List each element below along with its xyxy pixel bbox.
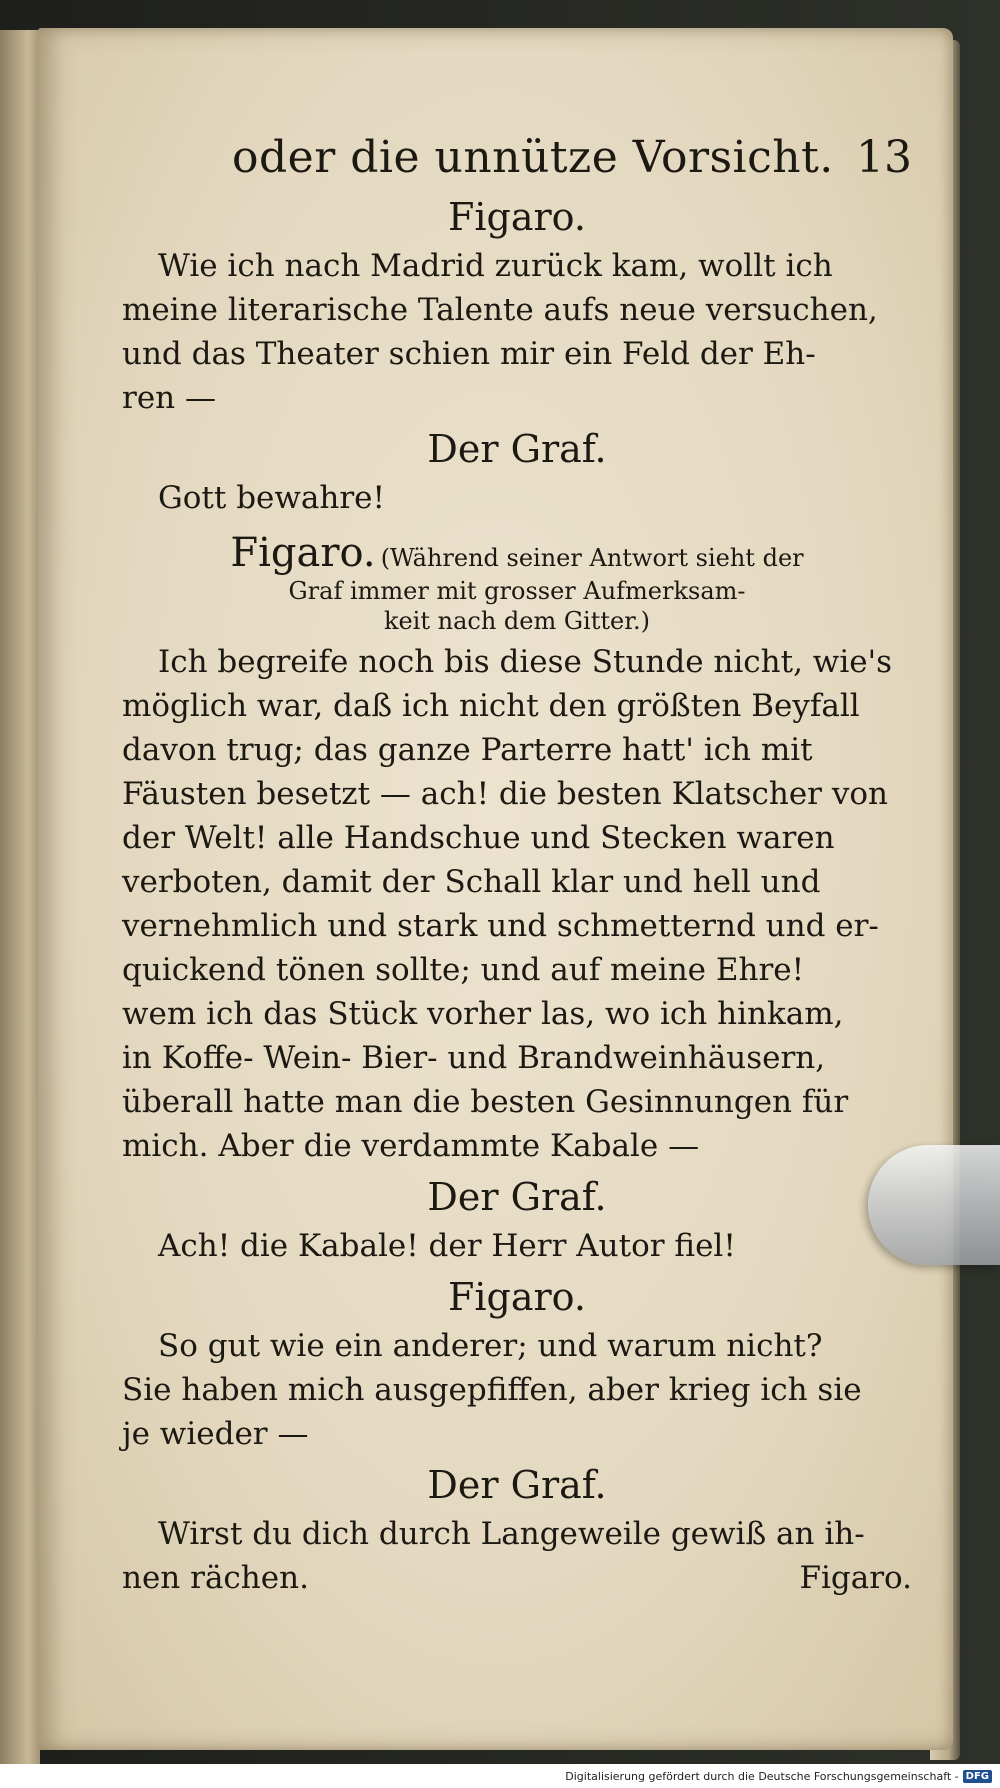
text-line: ren — (122, 380, 216, 416)
speaker-heading: Der Graf. (427, 1463, 607, 1507)
text-line: Wie ich nach Madrid zurück kam, wollt ich (158, 248, 833, 284)
speech-text (122, 640, 912, 1168)
text-line: mich. Aber die verdammte Kabale — (122, 1128, 700, 1164)
speech-text (122, 1512, 912, 1556)
speaker-heading: Der Graf. (427, 427, 607, 471)
speaker-heading: Figaro. (448, 195, 586, 239)
stage-direction-line: (Während seiner Antwort sieht der (380, 544, 804, 572)
text-line: möglich war, daß ich nicht den größten Beyfall (122, 688, 860, 724)
speech-text (122, 1224, 912, 1268)
stage-direction-line: Graf immer mit grosser Aufmerksam- (288, 577, 746, 605)
digitization-footer (0, 1764, 1000, 1788)
text-line: in Koffe- Wein- Bier- und Brandweinhäusern, (122, 1040, 826, 1076)
page-text (122, 128, 912, 1600)
text-line: Ich begreife noch bis diese Stunde nicht, wie's (158, 644, 893, 680)
text-line: quickend tönen sollte; und auf meine Ehre! (122, 952, 805, 988)
text-line: nen rächen. (122, 1560, 309, 1596)
text-line: davon trug; das ganze Parterre hatt' ich mit (122, 732, 813, 768)
text-line: Wirst du dich durch Langeweile gewiß an ih- (158, 1516, 865, 1552)
speaker-heading: Figaro. (448, 1275, 586, 1319)
catchword: Figaro. (799, 1560, 912, 1596)
stage-direction-line: keit nach dem Gitter.) (383, 607, 651, 635)
text-line: Sie haben mich ausgepfiffen, aber krieg ich sie (122, 1372, 862, 1408)
text-line: meine literarische Talente aufs neue versuchen, (122, 292, 878, 328)
text-line: Gott bewahre! (158, 480, 385, 516)
dfg-logo: DFG (963, 1770, 992, 1783)
speaker-heading: Der Graf. (427, 1175, 607, 1219)
text-line: wem ich das Stück vorher las, wo ich hinkam, (122, 996, 844, 1032)
running-title: oder die unnütze Vorsicht. (232, 132, 834, 183)
speech-text (122, 244, 912, 420)
text-line: überall hatte man die besten Gesinnungen für (122, 1084, 849, 1120)
facing-page-edge (0, 30, 40, 1770)
text-line: So gut wie ein anderer; und warum nicht? (158, 1328, 823, 1364)
text-line: Fäusten besetzt — ach! die besten Klatscher von (122, 776, 888, 812)
text-line: vernehmlich und stark und schmetternd und er- (122, 908, 879, 944)
speech-text (122, 476, 912, 520)
speaker-with-stage-direction (122, 530, 912, 636)
footer-credit: Digitalisierung gefördert durch die Deutsche Forschungsgemeinschaft - (565, 1769, 959, 1783)
speech-text (122, 1324, 912, 1456)
running-head (122, 128, 912, 188)
page-number: 13 (856, 132, 912, 183)
text-line: und das Theater schien mir ein Feld der Eh- (122, 336, 816, 372)
page-clip (868, 1145, 1000, 1265)
book-page (38, 28, 953, 1750)
text-line: der Welt! alle Handschue und Stecken waren (122, 820, 835, 856)
final-line (122, 1556, 912, 1600)
text-line: Ach! die Kabale! der Herr Autor fiel! (158, 1228, 736, 1264)
speaker-heading: Figaro. (230, 530, 376, 576)
text-line: verboten, damit der Schall klar und hell und (122, 864, 821, 900)
text-line: je wieder — (122, 1416, 309, 1452)
